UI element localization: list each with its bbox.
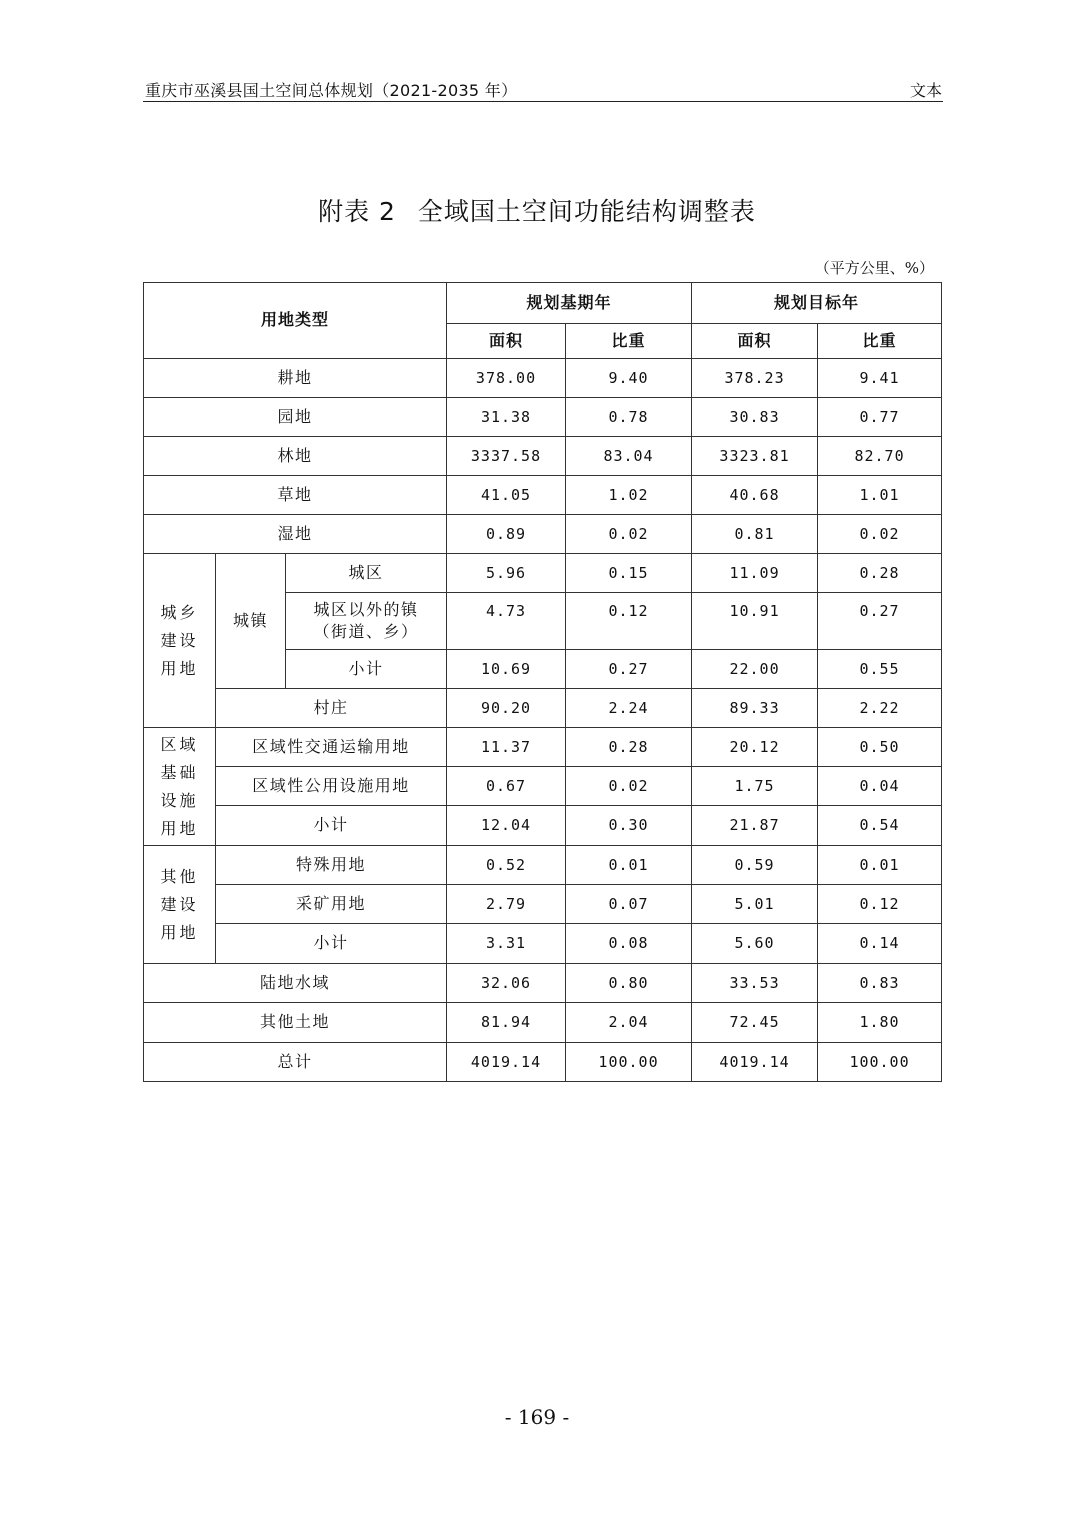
base-ratio-cell: 83.04 [566, 437, 692, 476]
target-area-cell: 22.00 [692, 650, 818, 689]
row-name: 陆地水域 [144, 964, 447, 1003]
target-area-cell: 33.53 [692, 964, 818, 1003]
table-title-number: 附表 2 [318, 197, 396, 226]
table-row [144, 437, 942, 476]
target-ratio-cell: 9.41 [818, 359, 942, 398]
group-label-regional-infra [144, 728, 216, 846]
header-target-ratio: 比重 [818, 324, 942, 359]
table-row [144, 767, 942, 806]
header-base-ratio: 比重 [566, 324, 692, 359]
target-area-cell: 89.33 [692, 689, 818, 728]
target-area-cell: 5.60 [692, 924, 818, 964]
group-label-line: 用地 [160, 658, 199, 678]
target-area-cell: 378.23 [692, 359, 818, 398]
base-ratio-cell: 0.08 [566, 924, 692, 964]
unit-note: （平方公里、%） [814, 259, 934, 277]
target-area-cell: 5.01 [692, 885, 818, 924]
base-area-cell: 5.96 [447, 554, 566, 593]
target-area-cell: 40.68 [692, 476, 818, 515]
table-row [144, 728, 942, 767]
base-area-cell: 4019.14 [447, 1043, 566, 1082]
row-name: 小计 [216, 806, 447, 846]
target-ratio-cell: 0.50 [818, 728, 942, 767]
group-label-urban-rural [144, 554, 216, 728]
target-ratio-cell: 0.83 [818, 964, 942, 1003]
target-ratio-cell: 0.55 [818, 650, 942, 689]
target-area-cell: 30.83 [692, 398, 818, 437]
base-area-cell: 378.00 [447, 359, 566, 398]
group-label-line: 建设 [160, 894, 199, 914]
group-label-other-construction [144, 846, 216, 964]
group-label-line: 城乡 [160, 602, 199, 622]
base-ratio-cell: 9.40 [566, 359, 692, 398]
header-land-type: 用地类型 [144, 283, 447, 359]
target-ratio-cell: 0.28 [818, 554, 942, 593]
target-ratio-cell: 1.80 [818, 1003, 942, 1043]
base-ratio-cell: 2.04 [566, 1003, 692, 1043]
target-ratio-cell: 0.12 [818, 885, 942, 924]
base-ratio-cell: 0.01 [566, 846, 692, 885]
table-row [144, 398, 942, 437]
table-row [144, 689, 942, 728]
table-row [144, 476, 942, 515]
table-row [144, 554, 942, 593]
target-area-cell: 1.75 [692, 767, 818, 806]
row-name: 区域性公用设施用地 [216, 767, 447, 806]
base-ratio-cell: 2.24 [566, 689, 692, 728]
table-row [144, 846, 942, 885]
target-ratio-cell: 0.14 [818, 924, 942, 964]
base-area-cell: 31.38 [447, 398, 566, 437]
base-ratio-cell: 0.02 [566, 767, 692, 806]
page-number: - 169 - [504, 1405, 570, 1429]
header-base-year: 规划基期年 [447, 283, 692, 324]
base-ratio-cell: 0.78 [566, 398, 692, 437]
header-row-1 [144, 283, 942, 324]
base-area-cell: 2.79 [447, 885, 566, 924]
row-name [286, 593, 447, 650]
group-label-line: 区域 [160, 734, 199, 754]
header-target-area: 面积 [692, 324, 818, 359]
target-ratio-cell: 0.04 [818, 767, 942, 806]
table-row [144, 885, 942, 924]
base-area-cell: 3.31 [447, 924, 566, 964]
table-row [144, 924, 942, 964]
base-area-cell: 32.06 [447, 964, 566, 1003]
target-ratio-cell: 0.54 [818, 806, 942, 846]
table-row [144, 515, 942, 554]
land-use-table [143, 282, 942, 1082]
header-divider [143, 101, 943, 102]
town-label: 城镇 [216, 554, 286, 689]
target-area-cell: 10.91 [692, 593, 818, 650]
row-name: 总计 [144, 1043, 447, 1082]
row-name: 小计 [216, 924, 447, 964]
header-target-year: 规划目标年 [692, 283, 942, 324]
base-ratio-cell: 0.02 [566, 515, 692, 554]
target-ratio-cell: 82.70 [818, 437, 942, 476]
target-ratio-cell: 0.27 [818, 593, 942, 650]
base-ratio-cell: 100.00 [566, 1043, 692, 1082]
base-ratio-cell: 0.07 [566, 885, 692, 924]
base-area-cell: 4.73 [447, 593, 566, 650]
row-name: 城区 [286, 554, 447, 593]
group-label-line: 基础 [160, 762, 199, 782]
base-area-cell: 10.69 [447, 650, 566, 689]
row-name: 耕地 [144, 359, 447, 398]
target-area-cell: 3323.81 [692, 437, 818, 476]
base-area-cell: 11.37 [447, 728, 566, 767]
table-row [144, 964, 942, 1003]
target-area-cell: 21.87 [692, 806, 818, 846]
row-name-line: 城区以外的镇 [313, 599, 419, 619]
table-row [144, 359, 942, 398]
row-name: 区域性交通运输用地 [216, 728, 447, 767]
header-section-label: 文本 [909, 81, 942, 100]
group-label-line: 其他 [160, 866, 199, 886]
target-ratio-cell: 2.22 [818, 689, 942, 728]
group-label-line: 设施 [160, 790, 199, 810]
base-ratio-cell: 0.28 [566, 728, 692, 767]
group-label-line: 建设 [160, 630, 199, 650]
table-row-total [144, 1043, 942, 1082]
target-area-cell: 11.09 [692, 554, 818, 593]
base-area-cell: 41.05 [447, 476, 566, 515]
group-label-line: 用地 [160, 818, 199, 838]
target-ratio-cell: 0.77 [818, 398, 942, 437]
base-ratio-cell: 0.15 [566, 554, 692, 593]
row-name: 林地 [144, 437, 447, 476]
base-area-cell: 12.04 [447, 806, 566, 846]
target-ratio-cell: 0.02 [818, 515, 942, 554]
row-name: 湿地 [144, 515, 447, 554]
base-ratio-cell: 0.27 [566, 650, 692, 689]
row-name: 特殊用地 [216, 846, 447, 885]
target-area-cell: 0.81 [692, 515, 818, 554]
row-name: 其他土地 [144, 1003, 447, 1043]
row-name-line: （街道、乡） [313, 622, 419, 641]
group-label-line: 用地 [160, 922, 199, 942]
row-name: 村庄 [216, 689, 447, 728]
target-ratio-cell: 1.01 [818, 476, 942, 515]
row-name: 园地 [144, 398, 447, 437]
base-ratio-cell: 0.12 [566, 593, 692, 650]
base-area-cell: 0.67 [447, 767, 566, 806]
table-title [0, 192, 1074, 228]
target-area-cell: 0.59 [692, 846, 818, 885]
row-name: 采矿用地 [216, 885, 447, 924]
header-document-title: 重庆市巫溪县国土空间总体规划（2021-2035 年） [145, 81, 518, 100]
base-area-cell: 0.89 [447, 515, 566, 554]
base-area-cell: 90.20 [447, 689, 566, 728]
base-ratio-cell: 0.30 [566, 806, 692, 846]
base-ratio-cell: 0.80 [566, 964, 692, 1003]
target-area-cell: 72.45 [692, 1003, 818, 1043]
base-area-cell: 3337.58 [447, 437, 566, 476]
row-name: 小计 [286, 650, 447, 689]
target-area-cell: 20.12 [692, 728, 818, 767]
table-row [144, 806, 942, 846]
base-ratio-cell: 1.02 [566, 476, 692, 515]
target-ratio-cell: 0.01 [818, 846, 942, 885]
row-name: 草地 [144, 476, 447, 515]
table-title-text: 全域国土空间功能结构调整表 [417, 197, 756, 226]
base-area-cell: 0.52 [447, 846, 566, 885]
base-area-cell: 81.94 [447, 1003, 566, 1043]
target-area-cell: 4019.14 [692, 1043, 818, 1082]
header-base-area: 面积 [447, 324, 566, 359]
table-row [144, 1003, 942, 1043]
target-ratio-cell: 100.00 [818, 1043, 942, 1082]
